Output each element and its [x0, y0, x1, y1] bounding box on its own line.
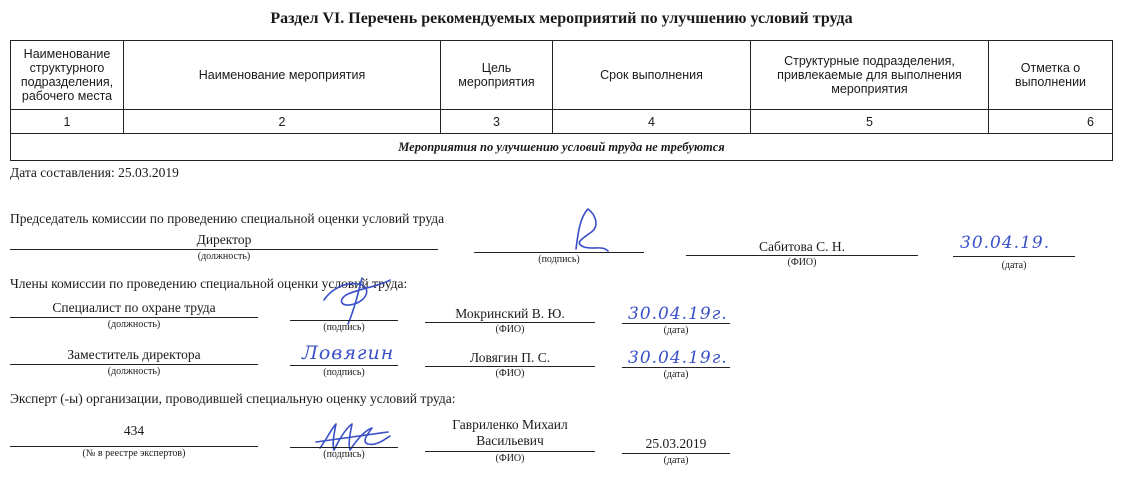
member-name-caption: (ФИО)	[495, 324, 525, 335]
expert-name-caption: (ФИО)	[495, 453, 525, 464]
member-position-line	[10, 317, 258, 318]
expert-signature-line	[290, 447, 398, 448]
column-number: 4	[553, 110, 751, 134]
expert-heading: Эксперт (-ы) организации, проводившей специальную оценку условий труда:	[10, 391, 456, 406]
expert-registry-number: 434	[123, 423, 145, 438]
chairman-position-caption: (должность)	[197, 251, 251, 262]
column-number: 6	[989, 110, 1113, 134]
chairman-signature-line	[474, 252, 644, 253]
member-date-line	[622, 323, 730, 324]
expert-registry-line	[10, 446, 258, 447]
table-note-row	[11, 134, 1113, 161]
member-name-line	[425, 366, 595, 367]
member-date-caption: (дата)	[663, 325, 689, 336]
header-deadline: Срок выполнения	[553, 41, 751, 110]
member-handwritten-date: 30.04.19г.	[628, 304, 728, 324]
chairman-name: Сабитова С. Н.	[758, 239, 845, 254]
member-position: Специалист по охране труда	[52, 300, 216, 315]
expert-date: 25.03.2019	[645, 436, 707, 451]
compiled-date-value: 25.03.2019	[118, 165, 179, 180]
column-number: 2	[124, 110, 441, 134]
member-date-caption: (дата)	[663, 369, 689, 380]
member-signature-caption: (подпись)	[323, 367, 365, 378]
table-header-row	[11, 41, 1113, 110]
chairman-name-line	[686, 255, 918, 256]
member-name-caption: (ФИО)	[495, 368, 525, 379]
chairman-handwritten-date: 30.04.19.	[960, 233, 1051, 253]
measures-table	[10, 40, 1113, 161]
expert-registry-caption: (№ в реестре экспертов)	[82, 448, 186, 459]
expert-name-line	[425, 451, 595, 452]
header-measure: Наименование мероприятия	[124, 41, 441, 110]
column-number: 1	[11, 110, 124, 134]
members-heading: Члены комиссии по проведению специальной оценки условий труда:	[10, 276, 408, 291]
member-name-line	[425, 322, 595, 323]
member-signature-caption: (подпись)	[323, 322, 365, 333]
member-signature	[318, 270, 398, 330]
expert-name: Гавриленко Михаил Васильевич	[452, 417, 568, 448]
chairman-heading: Председатель комиссии по проведению специальной оценки условий труда	[10, 211, 445, 226]
chairman-position: Директор	[196, 232, 252, 247]
header-involved-departments: Структурные подразделения, привлекаемые для выполнения мероприятия	[751, 41, 989, 110]
member-handwritten-date: 30.04.19г.	[628, 348, 728, 368]
expert-date-caption: (дата)	[663, 455, 689, 466]
chairman-name-caption: (ФИО)	[787, 257, 817, 268]
compiled-date-line	[10, 165, 179, 181]
chairman-position-line	[10, 249, 438, 250]
member-position-line	[10, 364, 258, 365]
expert-signature-caption: (подпись)	[323, 449, 365, 460]
member-position-caption: (должность)	[107, 366, 161, 377]
header-goal: Цель мероприятия	[441, 41, 553, 110]
chairman-date-caption: (дата)	[1001, 260, 1027, 271]
column-number: 5	[751, 110, 989, 134]
section-title: Раздел VI. Перечень рекомендуемых мероприятий по улучшению условий труда	[270, 10, 853, 27]
table-number-row	[11, 110, 1113, 134]
compiled-date-label: Дата составления:	[10, 165, 115, 180]
member-signature-line	[290, 365, 398, 366]
header-department: Наименование структурного подразделения, рабочего места	[11, 41, 124, 110]
member-signature: Ловягин	[302, 342, 395, 364]
member-position-caption: (должность)	[107, 319, 161, 330]
member-position: Заместитель директора	[67, 347, 201, 362]
chairman-signature-caption: (подпись)	[538, 254, 580, 265]
no-measures-note: Мероприятия по улучшению условий труда не требуются	[11, 134, 1113, 161]
member-name: Мокринский В. Ю.	[455, 306, 565, 321]
chairman-date-line	[953, 256, 1075, 257]
member-date-line	[622, 367, 730, 368]
column-number: 3	[441, 110, 553, 134]
member-signature-line	[290, 320, 398, 321]
expert-date-line	[622, 453, 730, 454]
header-completion-mark: Отметка о выполнении	[989, 41, 1113, 110]
member-name: Ловягин П. С.	[469, 350, 551, 365]
